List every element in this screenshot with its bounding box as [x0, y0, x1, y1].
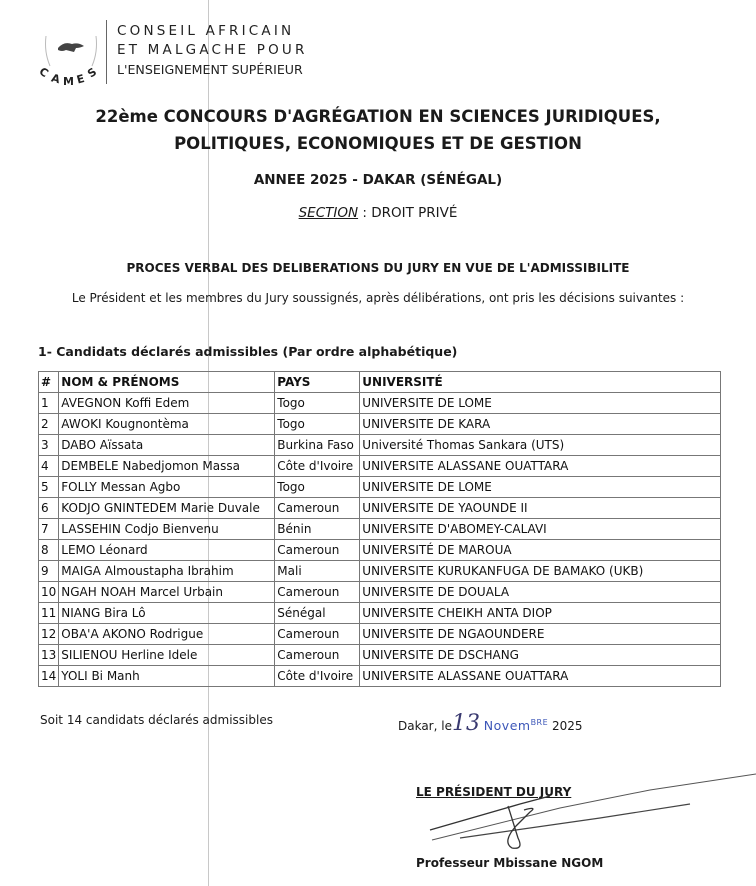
- pv-intro: Le Président et les membres du Jury soussignés, après délibérations, ont pris les décisions suivantes :: [71, 291, 685, 305]
- cell-number: 7: [39, 519, 59, 540]
- cell-name: SILIENOU Herline Idele: [59, 645, 275, 666]
- cell-university: Université Thomas Sankara (UTS): [360, 435, 721, 456]
- date-prefix: Dakar, le: [398, 719, 452, 733]
- organization-name: [117, 22, 308, 79]
- cell-country: Bénin: [275, 519, 360, 540]
- cell-number: 10: [39, 582, 59, 603]
- cell-country: Côte d'Ivoire: [275, 456, 360, 477]
- cell-name: KODJO GNINTEDEM Marie Duvale: [59, 498, 275, 519]
- cell-number: 8: [39, 540, 59, 561]
- section-label: SECTION: [298, 205, 359, 221]
- cell-number: 2: [39, 414, 59, 435]
- cell-number: 13: [39, 645, 59, 666]
- president-name: Professeur Mbissane NGOM: [416, 856, 604, 870]
- cell-country: Cameroun: [275, 582, 360, 603]
- candidates-subheading: 1- Candidats déclarés admissibles (Par ordre alphabétique): [38, 344, 458, 359]
- table-row: [39, 456, 721, 477]
- table-row: [39, 561, 721, 582]
- cell-country: Côte d'Ivoire: [275, 666, 360, 687]
- cell-university: UNIVERSITE DE LOME: [360, 477, 721, 498]
- table-row: [39, 645, 721, 666]
- cell-number: 3: [39, 435, 59, 456]
- svg-text:C: C: [36, 64, 51, 81]
- cell-university: UNIVERSITE DE DOUALA: [360, 582, 721, 603]
- cell-country: Togo: [275, 414, 360, 435]
- table-row: [39, 582, 721, 603]
- cell-university: UNIVERSITE DE DSCHANG: [360, 645, 721, 666]
- admissible-count: Soit 14 candidats déclarés admissibles: [40, 713, 273, 727]
- table-row: [39, 477, 721, 498]
- competition-title-line-1: 22ème CONCOURS D'AGRÉGATION EN SCIENCES JURIDIQUES,: [95, 107, 661, 126]
- svg-text:E: E: [75, 72, 86, 87]
- cell-university: UNIVERSITÉ DE MAROUA: [360, 540, 721, 561]
- cell-name: FOLLY Messan Agbo: [59, 477, 275, 498]
- cell-name: LEMO Léonard: [59, 540, 275, 561]
- cell-name: LASSEHIN Codjo Bienvenu: [59, 519, 275, 540]
- cell-number: 14: [39, 666, 59, 687]
- table-row: [39, 498, 721, 519]
- table-row: [39, 540, 721, 561]
- section-value: : DROIT PRIVÉ: [358, 205, 458, 221]
- header-name: NOM & PRÉNOMS: [59, 372, 275, 393]
- cell-country: Cameroun: [275, 498, 360, 519]
- cell-number: 6: [39, 498, 59, 519]
- table-row: [39, 519, 721, 540]
- cell-country: Cameroun: [275, 645, 360, 666]
- date-line: [398, 711, 583, 736]
- cell-name: AWOKI Kougnontèma: [59, 414, 275, 435]
- cell-number: 5: [39, 477, 59, 498]
- cell-university: UNIVERSITE D'ABOMEY-CALAVI: [360, 519, 721, 540]
- year-location: ANNEE 2025 - DAKAR (SÉNÉGAL): [253, 172, 503, 188]
- cell-name: NGAH NOAH Marcel Urbain: [59, 582, 275, 603]
- cell-number: 4: [39, 456, 59, 477]
- cell-number: 9: [39, 561, 59, 582]
- cell-university: UNIVERSITE DE YAOUNDE II: [360, 498, 721, 519]
- svg-text:A: A: [49, 71, 62, 87]
- table-row: [39, 666, 721, 687]
- date-year: 2025: [548, 719, 583, 733]
- cell-university: UNIVERSITE DE NGAOUNDERE: [360, 624, 721, 645]
- handwritten-month: [484, 718, 548, 733]
- cell-number: 1: [39, 393, 59, 414]
- cell-university: UNIVERSITE KURUKANFUGA DE BAMAKO (UKB): [360, 561, 721, 582]
- org-line-2: ET MALGACHE POUR: [117, 42, 308, 58]
- cell-country: Sénégal: [275, 603, 360, 624]
- cell-university: UNIVERSITE CHEIKH ANTA DIOP: [360, 603, 721, 624]
- cell-name: DABO Aïssata: [59, 435, 275, 456]
- cell-university: UNIVERSITE ALASSANE OUATTARA: [360, 456, 721, 477]
- cell-country: Burkina Faso: [275, 435, 360, 456]
- table-row: [39, 393, 721, 414]
- org-line-3: L'ENSEIGNEMENT SUPÉRIEUR: [117, 62, 303, 77]
- admissible-candidates-table: [38, 371, 721, 687]
- pv-heading: PROCES VERBAL DES DELIBERATIONS DU JURY EN VUE DE L'ADMISSIBILITE: [126, 261, 630, 275]
- cames-logo: [36, 22, 106, 90]
- section-line: [0, 205, 756, 221]
- header-country: PAYS: [275, 372, 360, 393]
- cames-emblem-icon: [36, 22, 106, 90]
- cell-name: AVEGNON Koffi Edem: [59, 393, 275, 414]
- table-row: [39, 435, 721, 456]
- cell-name: NIANG Bira Lô: [59, 603, 275, 624]
- cell-university: UNIVERSITE DE LOME: [360, 393, 721, 414]
- table-row: [39, 624, 721, 645]
- header-number: #: [39, 372, 59, 393]
- header-university: UNIVERSITÉ: [360, 372, 721, 393]
- month-text: Novem: [483, 718, 531, 733]
- president-label: LE PRÉSIDENT DU JURY: [416, 785, 572, 799]
- cell-university: UNIVERSITE DE KARA: [360, 414, 721, 435]
- cell-country: Cameroun: [275, 540, 360, 561]
- competition-title-line-2: POLITIQUES, ECONOMIQUES ET DE GESTION: [174, 134, 582, 153]
- logo-divider: [106, 20, 107, 84]
- signature-icon: [420, 768, 756, 858]
- cell-name: OBA'A AKONO Rodrigue: [59, 624, 275, 645]
- cell-country: Cameroun: [275, 624, 360, 645]
- cell-name: YOLI Bi Manh: [59, 666, 275, 687]
- month-superscript: BRE: [530, 717, 549, 727]
- cell-number: 11: [39, 603, 59, 624]
- handwritten-day: 13: [451, 711, 480, 736]
- cell-country: Togo: [275, 477, 360, 498]
- svg-text:M: M: [63, 75, 74, 88]
- svg-text:S: S: [85, 65, 100, 81]
- cell-university: UNIVERSITE ALASSANE OUATTARA: [360, 666, 721, 687]
- table-row: [39, 414, 721, 435]
- cell-country: Togo: [275, 393, 360, 414]
- cell-country: Mali: [275, 561, 360, 582]
- table-row: [39, 603, 721, 624]
- table-header-row: [39, 372, 721, 393]
- cell-name: DEMBELE Nabedjomon Massa: [59, 456, 275, 477]
- cell-number: 12: [39, 624, 59, 645]
- cell-name: MAIGA Almoustapha Ibrahim: [59, 561, 275, 582]
- org-line-1: CONSEIL AFRICAIN: [117, 23, 295, 39]
